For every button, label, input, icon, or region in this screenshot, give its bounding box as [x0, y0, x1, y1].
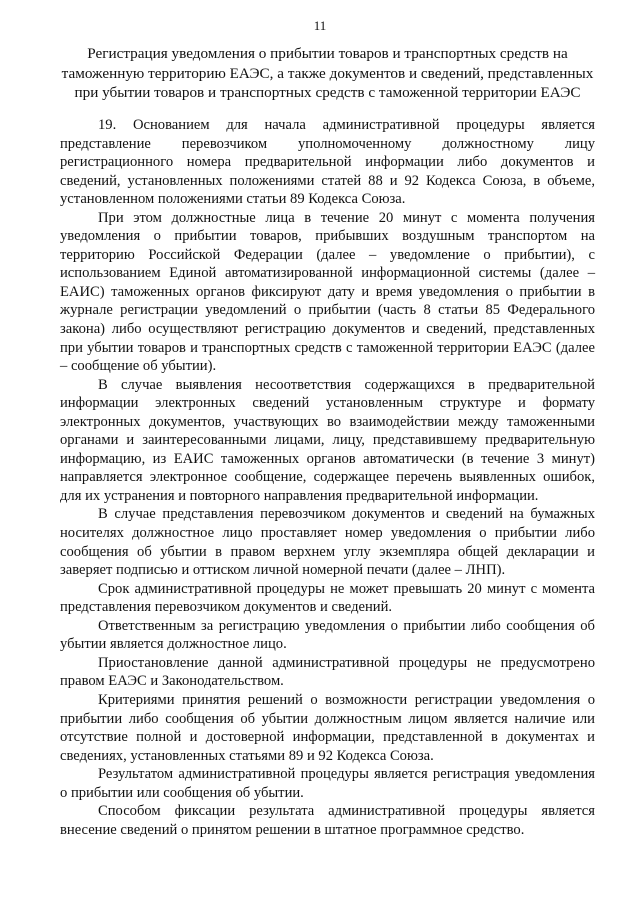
paragraph-procedure-duration: Срок административной процедуры не может превышать 20 минут с момента представления перевозчиком документов и сведений. — [60, 580, 595, 616]
paragraph-responsible-official: Ответственным за регистрацию уведомления о прибытии либо сообщения об убытии является должностное лицо. — [60, 617, 595, 653]
document-body — [60, 116, 595, 839]
paragraph-decision-criteria: Критериями принятия решений о возможности регистрации уведомления о прибытии либо сообщения об убытии должностным лицом является наличие или отсутствие полной и достоверной информации, представленной в документах и сведениях, установленных статьями 89 и 92 Кодекса Союза. — [60, 691, 595, 764]
page-number: 11 — [313, 18, 327, 33]
paragraph-registration-timing: При этом должностные лица в течение 20 минут с момента получения уведомления о прибытии товаров, прибывших воздушным транспортом на территорию Российской Федерации (далее – уведомление о прибытии), с использованием Единой автоматизированной информационной системы (далее – ЕАИС) таможенных органов фиксируют дату и время уведомления о прибытии в журнале регистрации уведомлений о прибытии (часть 8 статьи 85 Федерального закона) либо осуществляют регистрацию документов и сведений, представленных при убытии товаров и транспортных средств с таможенной территории ЕАЭС (далее – сообщение об убытии). — [60, 209, 595, 375]
section-heading: Регистрация уведомления о прибытии товаров и транспортных средств на таможенную территорию ЕАЭС, а также документов и сведений, представленных при убытии товаров и транспортных средств с таможенной территории ЕАЭС — [61, 45, 594, 101]
paragraph-paper-documents: В случае представления перевозчиком документов и сведений на бумажных носителях должностное лицо проставляет номер уведомления о прибытии либо сообщения об убытии в правом верхнем углу экземпляра общей декларации и заверяет подписью и оттиском личной номерной печати (далее – ЛНП). — [60, 506, 595, 579]
paragraph-result-recording: Способом фиксации результата административной процедуры является внесение сведений о принятом решении в штатное программное средство. — [60, 803, 595, 838]
paragraph-suspension: Приостановление данной административной процедуры не предусмотрено правом ЕАЭС и Законодательством. — [60, 654, 595, 690]
paragraph-result: Результатом административной процедуры является регистрация уведомления о прибытии или сообщения об убытии. — [60, 766, 595, 801]
paragraph-format-mismatch: В случае выявления несоответствия содержащихся в предварительной информации электронных сведений установленным структуре и формату электронных документов, участвующих во взаимодействии между таможенными органами и заинтересованными лицами, лицу, представившему предварительную информацию, из ЕАИС таможенных органов автоматически (в течение 3 минут) направляется электронное сообщение, содержащее перечень выявленных ошибок, для их устранения и повторного направления предварительной информации. — [60, 376, 595, 504]
paragraph-19: 19. Основанием для начала административной процедуры является представление перевозчиком уполномоченному должностному лицу регистрационного номера предварительной информации либо документов и сведений, установленных положениями статей 88 и 92 Кодекса Союза, в объеме, установленном положениями статьи 89 Кодекса Союза. — [60, 117, 595, 208]
